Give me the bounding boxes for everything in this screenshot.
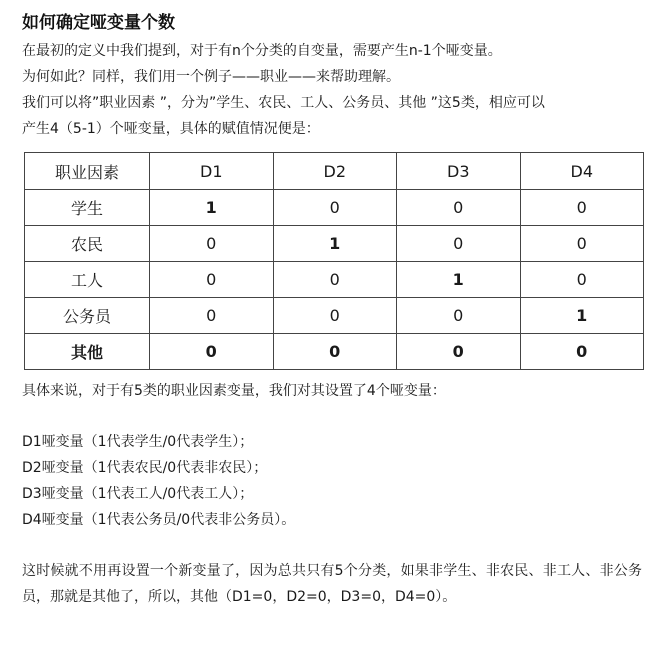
table-cell: 0 xyxy=(150,334,274,370)
table-row xyxy=(25,190,644,226)
table-cell: 0 xyxy=(520,334,644,370)
table-cell: 0 xyxy=(273,190,397,226)
table-row xyxy=(25,226,644,262)
table-header-cell: 职业因素 xyxy=(25,153,150,190)
conclusion-paragraph: 这时候就不用再设置一个新变量了，因为总共只有5个分类，如果非学生、非农民、非工人、非公务员，那就是其他了，所以，其他（D1=0，D2=0，D3=0，D4=0）。 xyxy=(22,563,642,605)
table-header-cell: D4 xyxy=(520,153,644,190)
table-header-cell: D1 xyxy=(150,153,274,190)
table-cell: 1 xyxy=(150,190,274,226)
row-label: 公务员 xyxy=(25,298,150,334)
table-cell: 0 xyxy=(520,190,644,226)
table-row xyxy=(25,262,644,298)
definition-d4: D4哑变量（1代表公务员/0代表非公务员）。 xyxy=(22,512,296,528)
row-label: 学生 xyxy=(25,190,150,226)
table-cell: 1 xyxy=(397,262,521,298)
table-cell: 0 xyxy=(150,298,274,334)
table-row xyxy=(25,298,644,334)
intro-line-4: 产生4（5-1）个哑变量，具体的赋值情况便是： xyxy=(22,121,320,137)
intro-line-1: 在最初的定义中我们提到，对于有n个分类的自变量，需要产生n-1个哑变量。 xyxy=(22,43,502,59)
row-label: 其他 xyxy=(25,334,150,370)
article-heading: 如何确定哑变量个数 xyxy=(22,13,175,33)
table-cell: 0 xyxy=(273,298,397,334)
table-cell: 1 xyxy=(273,226,397,262)
table-header-row xyxy=(25,153,644,190)
table-cell: 0 xyxy=(397,298,521,334)
table-cell: 0 xyxy=(520,226,644,262)
intro-line-3: 我们可以将”职业因素 ”，分为”学生、农民、工人、公务员、其他 ”这5类，相应可以 xyxy=(22,95,545,111)
row-label: 工人 xyxy=(25,262,150,298)
table-cell: 0 xyxy=(520,262,644,298)
table-header-cell: D3 xyxy=(397,153,521,190)
row-label: 农民 xyxy=(25,226,150,262)
table-cell: 0 xyxy=(397,226,521,262)
intro-line-2: 为何如此？同样，我们用一个例子——职业——来帮助理解。 xyxy=(22,69,400,85)
definition-d2: D2哑变量（1代表农民/0代表非农民）； xyxy=(22,460,268,476)
definition-d1: D1哑变量（1代表学生/0代表学生）； xyxy=(22,434,254,450)
table-cell: 1 xyxy=(520,298,644,334)
table-cell: 0 xyxy=(397,190,521,226)
table-cell: 0 xyxy=(150,262,274,298)
table-row xyxy=(25,334,644,370)
summary-text: 具体来说，对于有5类的职业因素变量，我们对其设置了4个哑变量： xyxy=(22,383,446,399)
table-cell: 0 xyxy=(273,262,397,298)
definition-d3: D3哑变量（1代表工人/0代表工人）； xyxy=(22,486,254,502)
table-cell: 0 xyxy=(397,334,521,370)
table-header-cell: D2 xyxy=(273,153,397,190)
table-cell: 0 xyxy=(273,334,397,370)
dummy-variable-table xyxy=(24,152,644,370)
table-cell: 0 xyxy=(150,226,274,262)
